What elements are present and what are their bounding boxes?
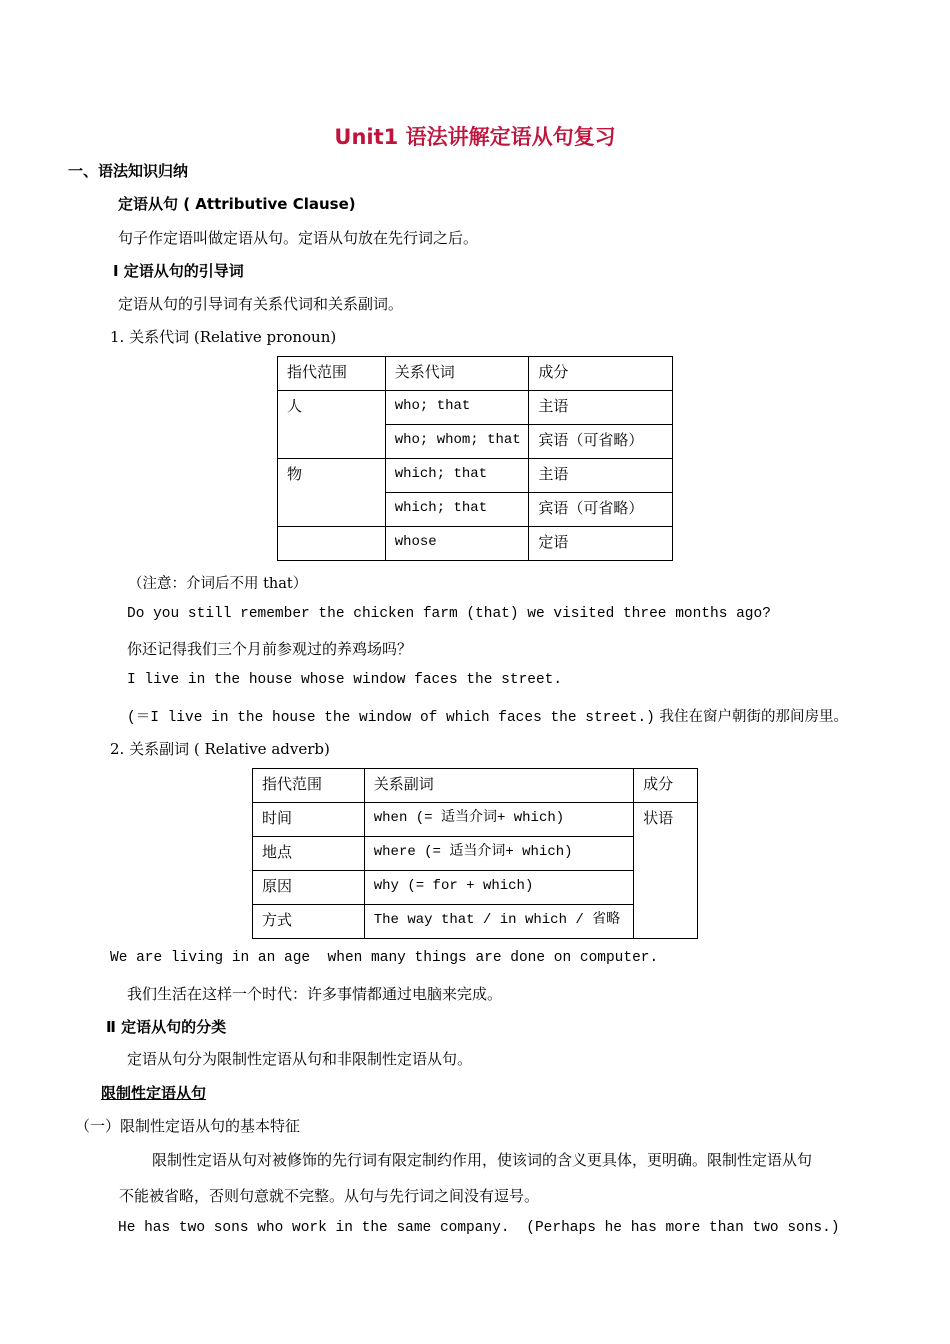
note-text: （注意：介词后不用 that） xyxy=(128,576,308,592)
relative-adverb-table xyxy=(252,768,698,939)
example4-line xyxy=(118,1220,840,1236)
scope-cell: 原因 xyxy=(253,871,365,905)
example4-note: (Perhaps he has more than two sons.) xyxy=(526,1220,840,1236)
document-title: Unit1 语法讲解定语从句复习 xyxy=(334,125,616,149)
header-scope: 指代范围 xyxy=(253,769,365,803)
feature-text-line1: 限制性定语从句对被修饰的先行词有限定制约作用，使该词的含义更具体，更明确。限制性定语从句 xyxy=(152,1151,813,1169)
example3-english: We are living in an age when many things are done on computer. xyxy=(110,950,659,966)
table-row xyxy=(278,527,673,561)
header-role: 成分 xyxy=(634,769,698,803)
example2-alternative: (＝I live in the house the window of which faces the street.) xyxy=(127,710,655,726)
relative-pronoun-table xyxy=(277,356,673,561)
restrictive-features-heading: （一）限制性定语从句的基本特征 xyxy=(75,1117,301,1135)
example1-chinese: 你还记得我们三个月前参观过的养鸡场吗？ xyxy=(127,640,413,658)
table-row xyxy=(253,837,698,871)
role-cell: 宾语（可省略） xyxy=(529,493,673,527)
word-cell: The way that / in which / 省略 xyxy=(364,905,633,939)
restrictive-clause-heading: 限制性定语从句 xyxy=(101,1084,207,1102)
word-cell: why (= for + which) xyxy=(364,871,633,905)
table-row xyxy=(278,459,673,493)
attributive-clause-heading-text: 定语从句 ( Attributive Clause) xyxy=(118,195,356,213)
word-cell: which; that xyxy=(385,493,529,527)
scope-cell: 地点 xyxy=(253,837,365,871)
role-cell: 定语 xyxy=(529,527,673,561)
attributive-clause-heading xyxy=(118,193,356,214)
scope-cell: 物 xyxy=(278,459,386,527)
header-relative-adverb: 关系副词 xyxy=(364,769,633,803)
example2-line xyxy=(127,705,848,726)
role-cell: 主语 xyxy=(529,459,673,493)
header-relative-pronoun: 关系代词 xyxy=(385,357,529,391)
example3-chinese: 我们生活在这样一个时代：许多事情都通过电脑来完成。 xyxy=(127,985,503,1003)
word-cell: who; that xyxy=(385,391,529,425)
example2-english: I live in the house whose window faces the street. xyxy=(127,672,563,688)
feature-text-line2: 不能被省略，否则句意就不完整。从句与先行词之间没有逗号。 xyxy=(119,1187,540,1205)
table-row xyxy=(278,391,673,425)
table-row xyxy=(253,905,698,939)
example2-chinese: 我住在窗户朝街的那间房里。 xyxy=(659,709,848,725)
definition-text: 句子作定语叫做定语从句。定语从句放在先行词之后。 xyxy=(118,229,479,247)
scope-cell: 人 xyxy=(278,391,386,459)
introducers-text: 定语从句的引导词有关系代词和关系副词。 xyxy=(118,295,404,313)
relative-pronoun-heading: 1. 关系代词 (Relative pronoun) xyxy=(110,328,337,346)
classification-text: 定语从句分为限制性定语从句和非限制性定语从句。 xyxy=(127,1050,473,1068)
role-cell: 宾语（可省略） xyxy=(529,425,673,459)
table-header-row xyxy=(253,769,698,803)
word-cell: which; that xyxy=(385,459,529,493)
role-cell: 主语 xyxy=(529,391,673,425)
word-cell: where (= 适当介词+ which) xyxy=(364,837,633,871)
part2-heading: Ⅱ 定语从句的分类 xyxy=(106,1018,227,1036)
example4-english: He has two sons who work in the same company. xyxy=(118,1220,510,1236)
table-row xyxy=(253,803,698,837)
header-role: 成分 xyxy=(529,357,673,391)
scope-cell xyxy=(278,527,386,561)
word-cell: who; whom; that xyxy=(385,425,529,459)
word-cell: whose xyxy=(385,527,529,561)
relative-adverb-heading: 2. 关系副词 ( Relative adverb) xyxy=(110,740,330,758)
role-cell: 状语 xyxy=(634,803,698,939)
scope-cell: 方式 xyxy=(253,905,365,939)
example1-english: Do you still remember the chicken farm (that) we visited three months ago? xyxy=(127,606,771,622)
table-row xyxy=(253,871,698,905)
section-heading-grammar-summary: 一、语法知识归纳 xyxy=(68,162,189,180)
word-cell: when (= 适当介词+ which) xyxy=(364,803,633,837)
part1-heading: Ⅰ 定语从句的引导词 xyxy=(113,262,244,280)
table-header-row xyxy=(278,357,673,391)
scope-cell: 时间 xyxy=(253,803,365,837)
header-scope: 指代范围 xyxy=(278,357,386,391)
